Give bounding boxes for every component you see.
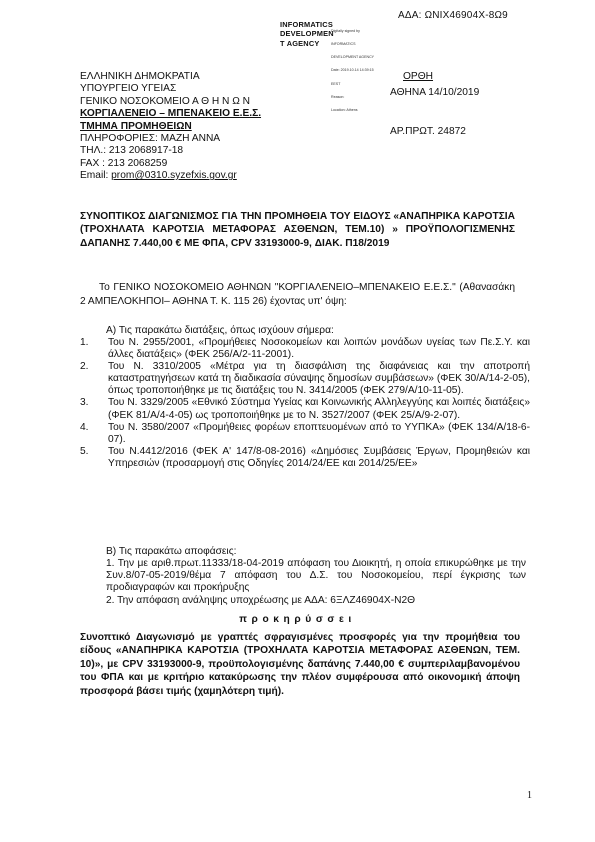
list-item xyxy=(80,337,530,361)
list-item-text: Του Ν. 3310/2005 «Μέτρα για τη διασφάλιση της διαφάνειας και την αποτροπή καταστρατηγήσεων κατά τη διαδικασία σύναψης δημοσίων συμβάσεων» (ΦΕΚ 30/Α/14-2-05), όπως τροποποιήθηκε με τις διατάξεις του Ν. 3414/2005 (ΦΕΚ 279/Α/10-11-05). xyxy=(108,361,530,397)
prokiryssei-heading: προκηρύσσει xyxy=(239,614,356,625)
hospital-label: ΓΕΝΙΚΟ ΝΟΣΟΚΟΜΕΙΟ Α Θ Η Ν Ω Ν xyxy=(80,95,251,107)
signature-detail-line: Location: Athens xyxy=(331,108,358,113)
list-item xyxy=(80,422,530,446)
signature-agency-name xyxy=(280,20,334,48)
list-item-text: Του Ν. 3580/2007 «Προμήθειες φορέων εποπτευομένων από το ΥΥΠΚΑ» (ΦΕΚ 134/Α/18-6-07). xyxy=(108,421,530,445)
decision-1: 1. Την με αριθ.πρωτ.11333/18-04-2019 απόφαση του Διοικητή, η οποία επικυρώθηκε με την Συν.8/07-05-2019/θέμα 7 απόφαση του Δ.Σ. του Νοσοκομείου, περί έγκρισης των προδιαγραφών και προκήρυξης xyxy=(106,558,526,594)
list-item xyxy=(80,397,530,421)
announcement-paragraph: Συνοπτικό Διαγωνισμό με γραπτές σφραγισμένες προσφορές για την προμήθεια του είδους «ΑΝΑΠΗΡΙΚΑ ΚΑΡΟΤΣΙΑ (ΤΡΟΧΗΛΑΤΑ ΚΑΡΟΤΣΙΑ ΜΕΤΑΦΟΡΑΣ ΑΣΘΕΝΩΝ, ΤΕΜ. 10)», με CPV 33193000-9, προϋπολογισμένης δαπάνης 7.440,00 € συμπεριλαμβανομένου του ΦΠΑ και με κριτήριο κατακύρωσης την πλέον συμφέρουσα από οικονομική άποψη προσφορά βάσει τιμής (χαμηλότερη τιμή). xyxy=(80,632,520,697)
department-label: ΤΜΗΜΑ ΠΡΟΜΗΘΕΙΩΝ xyxy=(80,120,192,132)
list-item-number: 2. xyxy=(80,361,89,373)
ministry-label: ΥΠΟΥΡΓΕΙΟ ΥΓΕΙΑΣ xyxy=(80,83,177,95)
signature-detail-line: Reason: xyxy=(331,94,345,99)
list-item-text: Του Ν. 2955/2001, «Προμήθειες Νοσοκομείων και λοιπών μονάδων υγείας των Πε.Σ.Υ. και άλλες διατάξεις» (ΦΕΚ 256/Α/2-11-2001). xyxy=(108,337,530,361)
list-item-number: 4. xyxy=(80,421,89,433)
section-a-heading: Α) Τις παρακάτω διατάξεις, όπως ισχύουν σήμερα: xyxy=(106,325,334,336)
intro-text: Το ΓΕΝΙΚΟ ΝΟΣΟΚΟΜΕΙΟ ΑΘΗΝΩΝ "ΚΟΡΓΙΑΛΕΝΕΙΟ–ΜΠΕΝΑΚΕΙΟ Ε.Ε.Σ." (Αθανασάκη 2 ΑΜΠΕΛΟΚΗΠΟΙ– ΑΘΗΝΑ Τ. Κ. 115 26) έχοντας υπ' όψη: xyxy=(80,282,515,307)
decision-2: 2. Την απόφαση ανάληψης υποχρέωσης με ΑΔΑ: 6ΞΛΖ46904Χ-Ν2Θ xyxy=(106,594,416,606)
list-item-number: 1. xyxy=(80,337,89,348)
signature-detail-line: Date: 2019.10.14 14:39:15 xyxy=(331,68,374,73)
intro-paragraph xyxy=(80,281,515,308)
digital-signature-stamp xyxy=(280,20,400,113)
signature-line: T AGENCY xyxy=(280,38,320,48)
country-label: ΕΛΛΗΝΙΚΗ ΔΗΜΟΚΡΑΤΙΑ xyxy=(80,71,200,82)
signature-detail-line: INFORMATICS xyxy=(331,42,356,47)
list-item-text: Του Ν. 3329/2005 «Εθνικό Σύστημα Υγείας και Κοινωνικής Αλληλεγγύης και λοιπές διατάξεις» (ΦΕΚ 81/Α/4-4-05) ως τροποποιήθηκε με το Ν. 3527/2007 (ΦΕΚ 25/Α/9-2-07). xyxy=(108,397,530,421)
list-item-number: 5. xyxy=(80,445,89,457)
list-item-number: 3. xyxy=(80,397,89,409)
email-row xyxy=(80,170,261,182)
signature-line: INFORMATICS xyxy=(280,20,333,29)
list-item-text: Του Ν.4412/2016 (ΦΕΚ Α' 147/8-08-2016) «Δημόσιες Συμβάσεις Έργων, Προμηθειών και Υπηρεσιών (προσαρμογή στις Οδηγίες 2014/24/ΕΕ και 2014/25/ΕΕ» xyxy=(108,445,530,469)
email-link[interactable]: prom@0310.syzefxis.gov.gr xyxy=(111,170,237,182)
email-label: Email: xyxy=(80,170,112,182)
section-b-heading: Β) Τις παρακάτω αποφάσεις: xyxy=(106,546,237,557)
sender-header xyxy=(80,71,261,183)
orthi-label: ΟΡΘΗ xyxy=(403,71,434,82)
protocol-number: ΑΡ.ΠΡΩΤ. 24872 xyxy=(390,126,466,137)
fax-number: FAX : 213 2068259 xyxy=(80,157,168,169)
signature-details xyxy=(331,20,374,121)
signature-line: DEVELOPMEN xyxy=(280,29,334,39)
info-contact: ΠΛΗΡΟΦΟΡΙΕΣ: ΜΑΖΗ ΑΝΝΑ xyxy=(80,133,221,145)
ada-code: ΑΔΑ: ΩΝΙΧ46904Χ-8Ω9 xyxy=(398,10,508,21)
subject-heading: ΣΥΝΟΠΤΙΚΟΣ ΔΙΑΓΩΝΙΣΜΟΣ ΓΙΑ ΤΗΝ ΠΡΟΜΗΘΕΙΑ ΤΟΥ ΕΙΔΟΥΣ «ΑΝΑΠΗΡΙΚΑ ΚΑΡΟΤΣΙΑ (ΤΡΟΧΗΛΑΤΑ ΚΑΡΟΤΣΙΑ ΜΕΤΑΦΟΡΑΣ ΑΣΘΕΝΩΝ, ΤΕΜ.10) » ΠΡΟΫΠΟΛΟΓΙΣΜΕΝΗΣ ΔΑΠΑΝΗΣ 7.440,00 € ΜΕ ΦΠΑ, CPV 33193000-9, ΔΙΑΚ. Π18/2019 xyxy=(80,211,515,249)
page-number: 1 xyxy=(527,790,532,801)
list-item xyxy=(80,446,530,470)
phone-number: ΤΗΛ.: 213 2068917-18 xyxy=(80,145,184,157)
laws-list xyxy=(80,337,530,470)
document-date: ΑΘΗΝΑ 14/10/2019 xyxy=(390,87,480,98)
signature-detail-line: EEST xyxy=(331,81,341,86)
signature-detail-line: Digitally signed by xyxy=(331,28,360,33)
decisions-block xyxy=(106,558,526,607)
list-item xyxy=(80,361,530,397)
hospital-name: ΚΟΡΓΙΑΛΕΝΕΙΟ – ΜΠΕΝΑΚΕΙΟ Ε.Ε.Σ. xyxy=(80,108,262,120)
signature-detail-line: DEVELOPMENT AGENCY xyxy=(331,55,375,60)
